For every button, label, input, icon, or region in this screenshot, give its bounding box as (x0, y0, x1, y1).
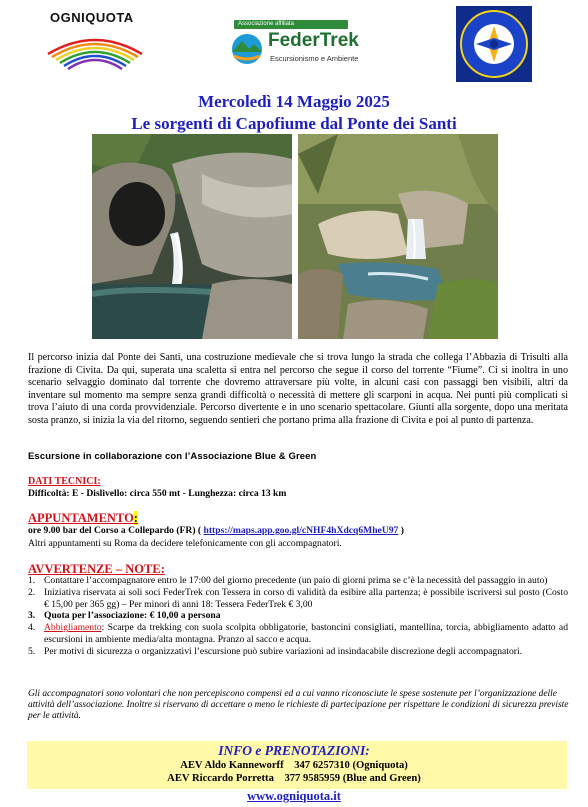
blue-and-green-logo-text (456, 6, 532, 82)
tech-data-heading: DATI TECNICI: (28, 476, 101, 487)
contact-riccardo: AEV Riccardo Porretta 377 9585959 (Blue and Green) (167, 773, 421, 784)
event-title: Le sorgenti di Capofiume dal Ponte dei Santi (131, 114, 457, 133)
appointment-time-place: ore 9.00 bar del Corso a Collepardo (FR) ( (28, 525, 204, 536)
appointment-heading-text: APPUNTAMENTO (28, 511, 134, 525)
warning-text: Iniziativa riservata ai soli soci FederTrek con Tessera in corso di validità da esibire alla partenza; è possibile iscriversi sul posto (Costo € 15,00 per 365 gg) – Per minori di anni 18: Tessera FederTrek € 3,00 (44, 586, 568, 610)
federtrek-logo (228, 18, 368, 80)
warning-text: : Scarpe da trekking con suola scolpita obbligatorie, bastoncini consigliati, mantellina, torcia, abbigliamento adatto ad escursioni in ambiente media/alta montagna. Pranzo al sacco e acqua. (44, 622, 568, 645)
intro-paragraph: Il percorso inizia dal Ponte dei Santi, una costruzione medievale che si trova lungo la strada che collega l’Abbazia di Trisulti alla frazione di Civita. Da qui, superata una scaletta si entra nel percorso che segue il corso del torrente “Fiume”. Ci si inoltra in uno scenario selvaggio dominato dal torrente che dovremo attraversare più volte, in alcuni casi con passaggi ben visibili, altri da inventare sul momento ma sempre senza grandi difficoltà o necessità di mettere gli scarponi in acqua. Nei punti più complicati si trova l’aiuto di una corda provvidenziale. Percorso divertente e in uno scenario spettacolare. Giunti alla sorgente, dopo una meritata sosta pranzo, si inizia la via del ritorno, seguendo sentieri che portano prima alla frazione di Civita e poi al punto di partenza. (28, 352, 568, 426)
warning-text: Quota per l’associazione: € 10,00 a persona (44, 610, 221, 622)
blue-and-green-logo (456, 6, 532, 82)
federtrek-emblem-icon (230, 32, 264, 66)
warning-item (28, 575, 568, 587)
waterfall-photo-left (92, 134, 292, 339)
federtrek-affiliation-banner: Associazione affiliata (234, 20, 348, 29)
warning-number: 5. (28, 645, 36, 657)
info-title: INFO e PRENOTAZIONI: (218, 743, 370, 758)
federtrek-name: FederTrek (268, 30, 359, 51)
appointment-other-meetings: Altri appuntamenti su Roma da decidere telefonicamente con gli accompagnatori. (28, 538, 342, 549)
warning-item (28, 622, 568, 646)
warning-number: 1. (28, 575, 36, 586)
appointment-heading-mark: : (133, 511, 138, 525)
clothing-label: Abbigliamento (44, 622, 102, 634)
website-link[interactable]: www.ogniquota.it (247, 789, 341, 803)
warning-item (28, 610, 568, 622)
appointment-link-close: ) (398, 525, 404, 536)
tech-data-body: Difficoltà: E - Dislivello: circa 550 mt - Lunghezza: circa 13 km (28, 488, 287, 499)
maps-link[interactable]: https://maps.app.goo.gl/cNHF4hXdcq6MheU97 (203, 525, 399, 536)
warning-item (28, 646, 568, 658)
appointment-meeting-point (28, 525, 404, 536)
warning-number: 3. (28, 610, 36, 622)
warnings-heading: AVVERTENZE – NOTE: (28, 562, 165, 576)
warnings-list (28, 575, 568, 658)
rainbow-arc-icon (40, 24, 150, 70)
warning-number: 4. (28, 622, 36, 634)
appointment-heading (28, 511, 138, 526)
waterfall-photo-right (298, 134, 498, 339)
contact-aldo: AEV Aldo Kanneworff 347 6257310 (Ogniquota) (180, 760, 408, 771)
collaboration-note: Escursione in collaborazione con l’Associazione Blue & Green (28, 451, 317, 462)
federtrek-subtitle: Escursionismo e Ambiente (270, 54, 359, 63)
warning-number: 2. (28, 586, 36, 598)
warning-item (28, 587, 568, 611)
ogniquota-logo (40, 10, 150, 70)
warning-text: Contattare l’accompagnatore entro le 17:00 del giorno precedente (un paio di giorni prima se c’è la necessità del passaggio in auto) (44, 575, 548, 586)
event-date: Mercoledì 14 Maggio 2025 (198, 92, 390, 111)
warning-text: Per motivi di sicurezza o organizzativi l’escursione può subire variazioni ad insindacabile discrezione degli accompagnatori. (44, 645, 523, 657)
volunteer-note: Gli accompagnatori sono volontari che non percepiscono compensi ed a cui vanno riconosciute le spese sostenute per l’organizzazione delle attività dell’associazione. Inoltre si riservano di accettare o meno le richieste di partecipazione per rispettare le condizioni di sicurezza previste per le attività. (28, 689, 569, 722)
ogniquota-logo-text: OGNIQUOTA (50, 10, 134, 25)
